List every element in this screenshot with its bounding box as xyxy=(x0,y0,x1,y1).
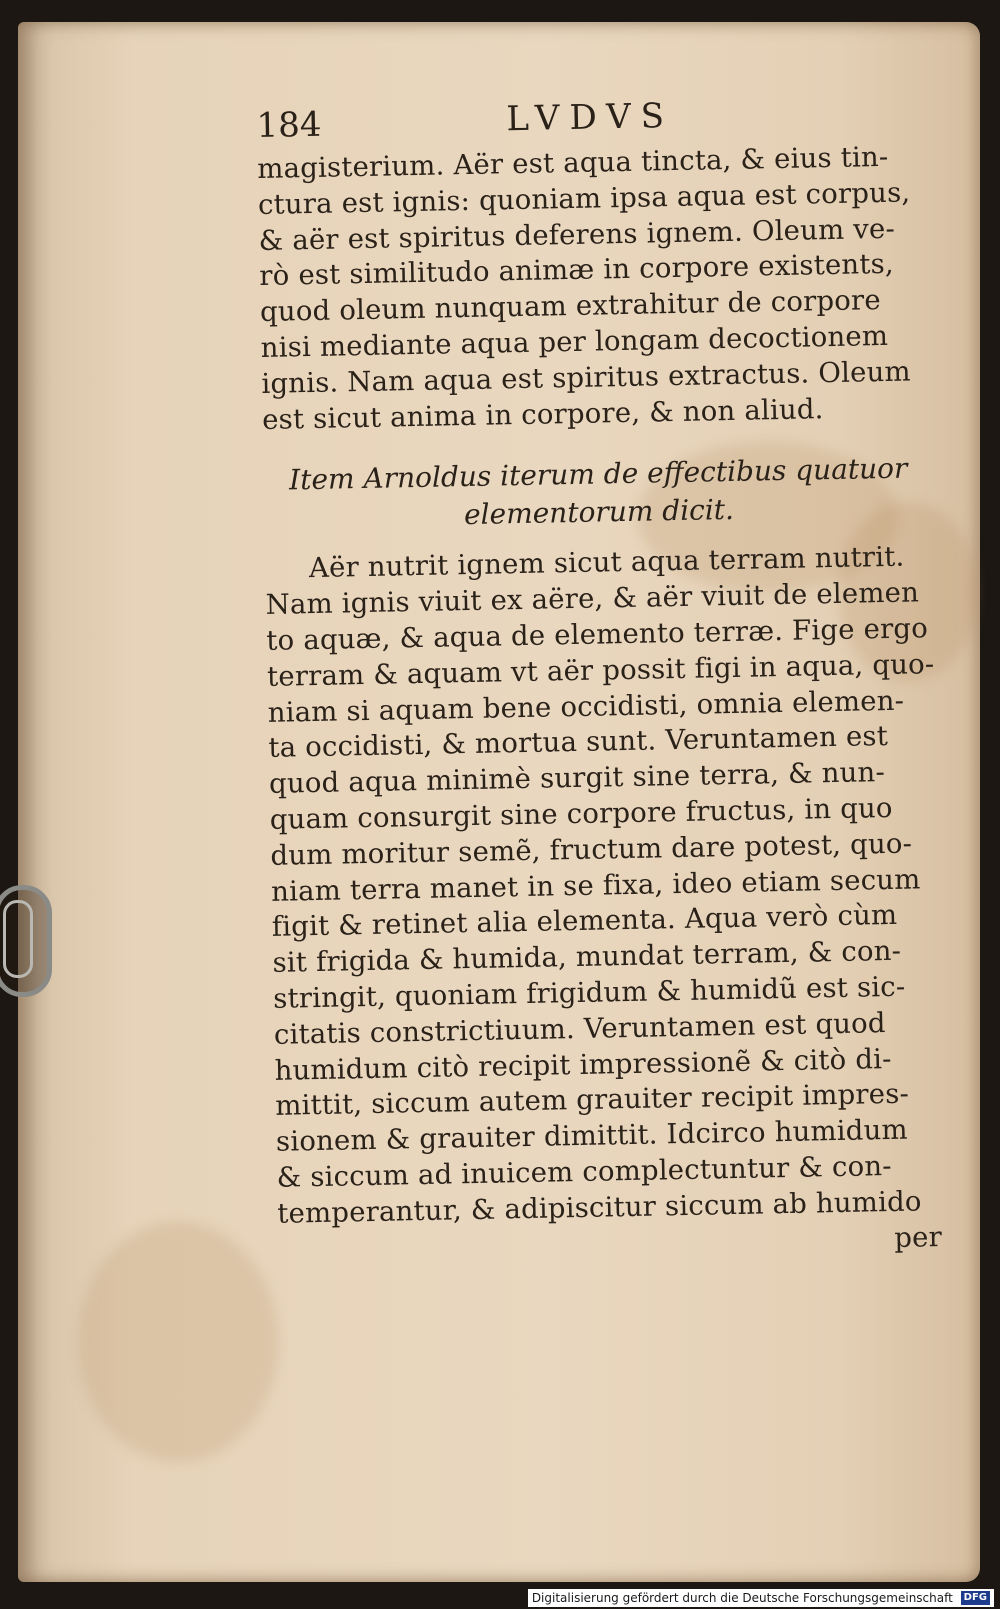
text-line: ignis. Nam aqua est spiritus extractus. Oleum xyxy=(261,355,912,400)
text-line: ta occidisti, & mortua sunt. Veruntamen est xyxy=(268,720,889,765)
text-line: temperantur, & adipiscitur siccum ab humido xyxy=(277,1185,922,1230)
text-line: citatis constrictiuum. Veruntamen est quod xyxy=(273,1006,886,1051)
text-line: humidum citò recipit impressionẽ & citò di- xyxy=(274,1042,892,1087)
paper-stain xyxy=(78,1222,278,1462)
text-line: Nam ignis viuit ex aëre, & aër viuit de elemen xyxy=(265,576,920,622)
dfg-logo-icon: DFG xyxy=(961,1591,990,1605)
running-title: LVDVS xyxy=(506,95,675,140)
text-line: niam si aquam bene occidisti, omnia elemen- xyxy=(267,684,905,729)
text-line: est sicut anima in corpore, & non aliud. xyxy=(261,392,824,436)
text-line: & aër est spiritus deferens ignem. Oleum ve- xyxy=(258,212,896,257)
text-line: stringit, quoniam frigidum & humidũ est sic- xyxy=(272,970,906,1015)
catchword: per xyxy=(894,1220,943,1254)
text-line: quam consurgit sine corpore fructus, in quo xyxy=(269,791,893,836)
text-line: Aër nutrit ignem sicut aqua terram nutrit. xyxy=(308,541,905,585)
clasp-ring-inner xyxy=(3,900,33,978)
text-line: nisi mediante aqua per longam decoctionem xyxy=(260,319,889,364)
paragraph-2 xyxy=(265,539,949,1268)
page-number: 184 xyxy=(256,104,322,146)
text-line: terram & aquam vt aër possit figi in aqua, quo- xyxy=(266,647,935,693)
text-line: to aquæ, & aqua de elemento terræ. Fige ergo xyxy=(266,612,929,657)
digitization-credit xyxy=(528,1589,994,1608)
credit-text: Digitalisierung gefördert durch die Deutsche Forschungsgemeinschaft xyxy=(531,1590,953,1605)
text-line: & siccum ad inuicem complectuntur & con- xyxy=(276,1149,893,1194)
text-line: dum moritur semẽ, fructum dare potest, quo- xyxy=(270,827,913,872)
text-line: quod aqua minimè surgit sine terra, & nun- xyxy=(268,756,886,801)
heading-line: Item Arnoldus iterum de effectibus quatuor xyxy=(288,451,908,497)
text-line: sit frigida & humida, mundat terram, & con- xyxy=(272,934,902,979)
text-line: niam terra manet in se fixa, ideo etiam secum xyxy=(270,862,921,908)
heading-line: elementorum dicit. xyxy=(463,493,735,532)
text-line: mittit, siccum autem grauiter recipit impres- xyxy=(275,1077,910,1123)
paragraph-1 xyxy=(257,139,932,438)
section-heading xyxy=(263,449,934,538)
text-line: magisterium. Aër est aqua tincta, & eius tin- xyxy=(257,140,889,185)
text-line: figit & retinet alia elementa. Aqua verò cùm xyxy=(271,899,898,944)
text-line: quod oleum nunquam extrahitur de corpore xyxy=(259,284,882,329)
clasp-ring-icon xyxy=(0,885,52,997)
page-text-block xyxy=(256,87,948,1268)
text-line: ctura est ignis: quoniam ipsa aqua est corpus, xyxy=(257,176,911,221)
text-line: sionem & grauiter dimittit. Idcirco humidum xyxy=(275,1113,909,1158)
text-line: rò est similitudo animæ in corpore existents, xyxy=(259,248,895,293)
